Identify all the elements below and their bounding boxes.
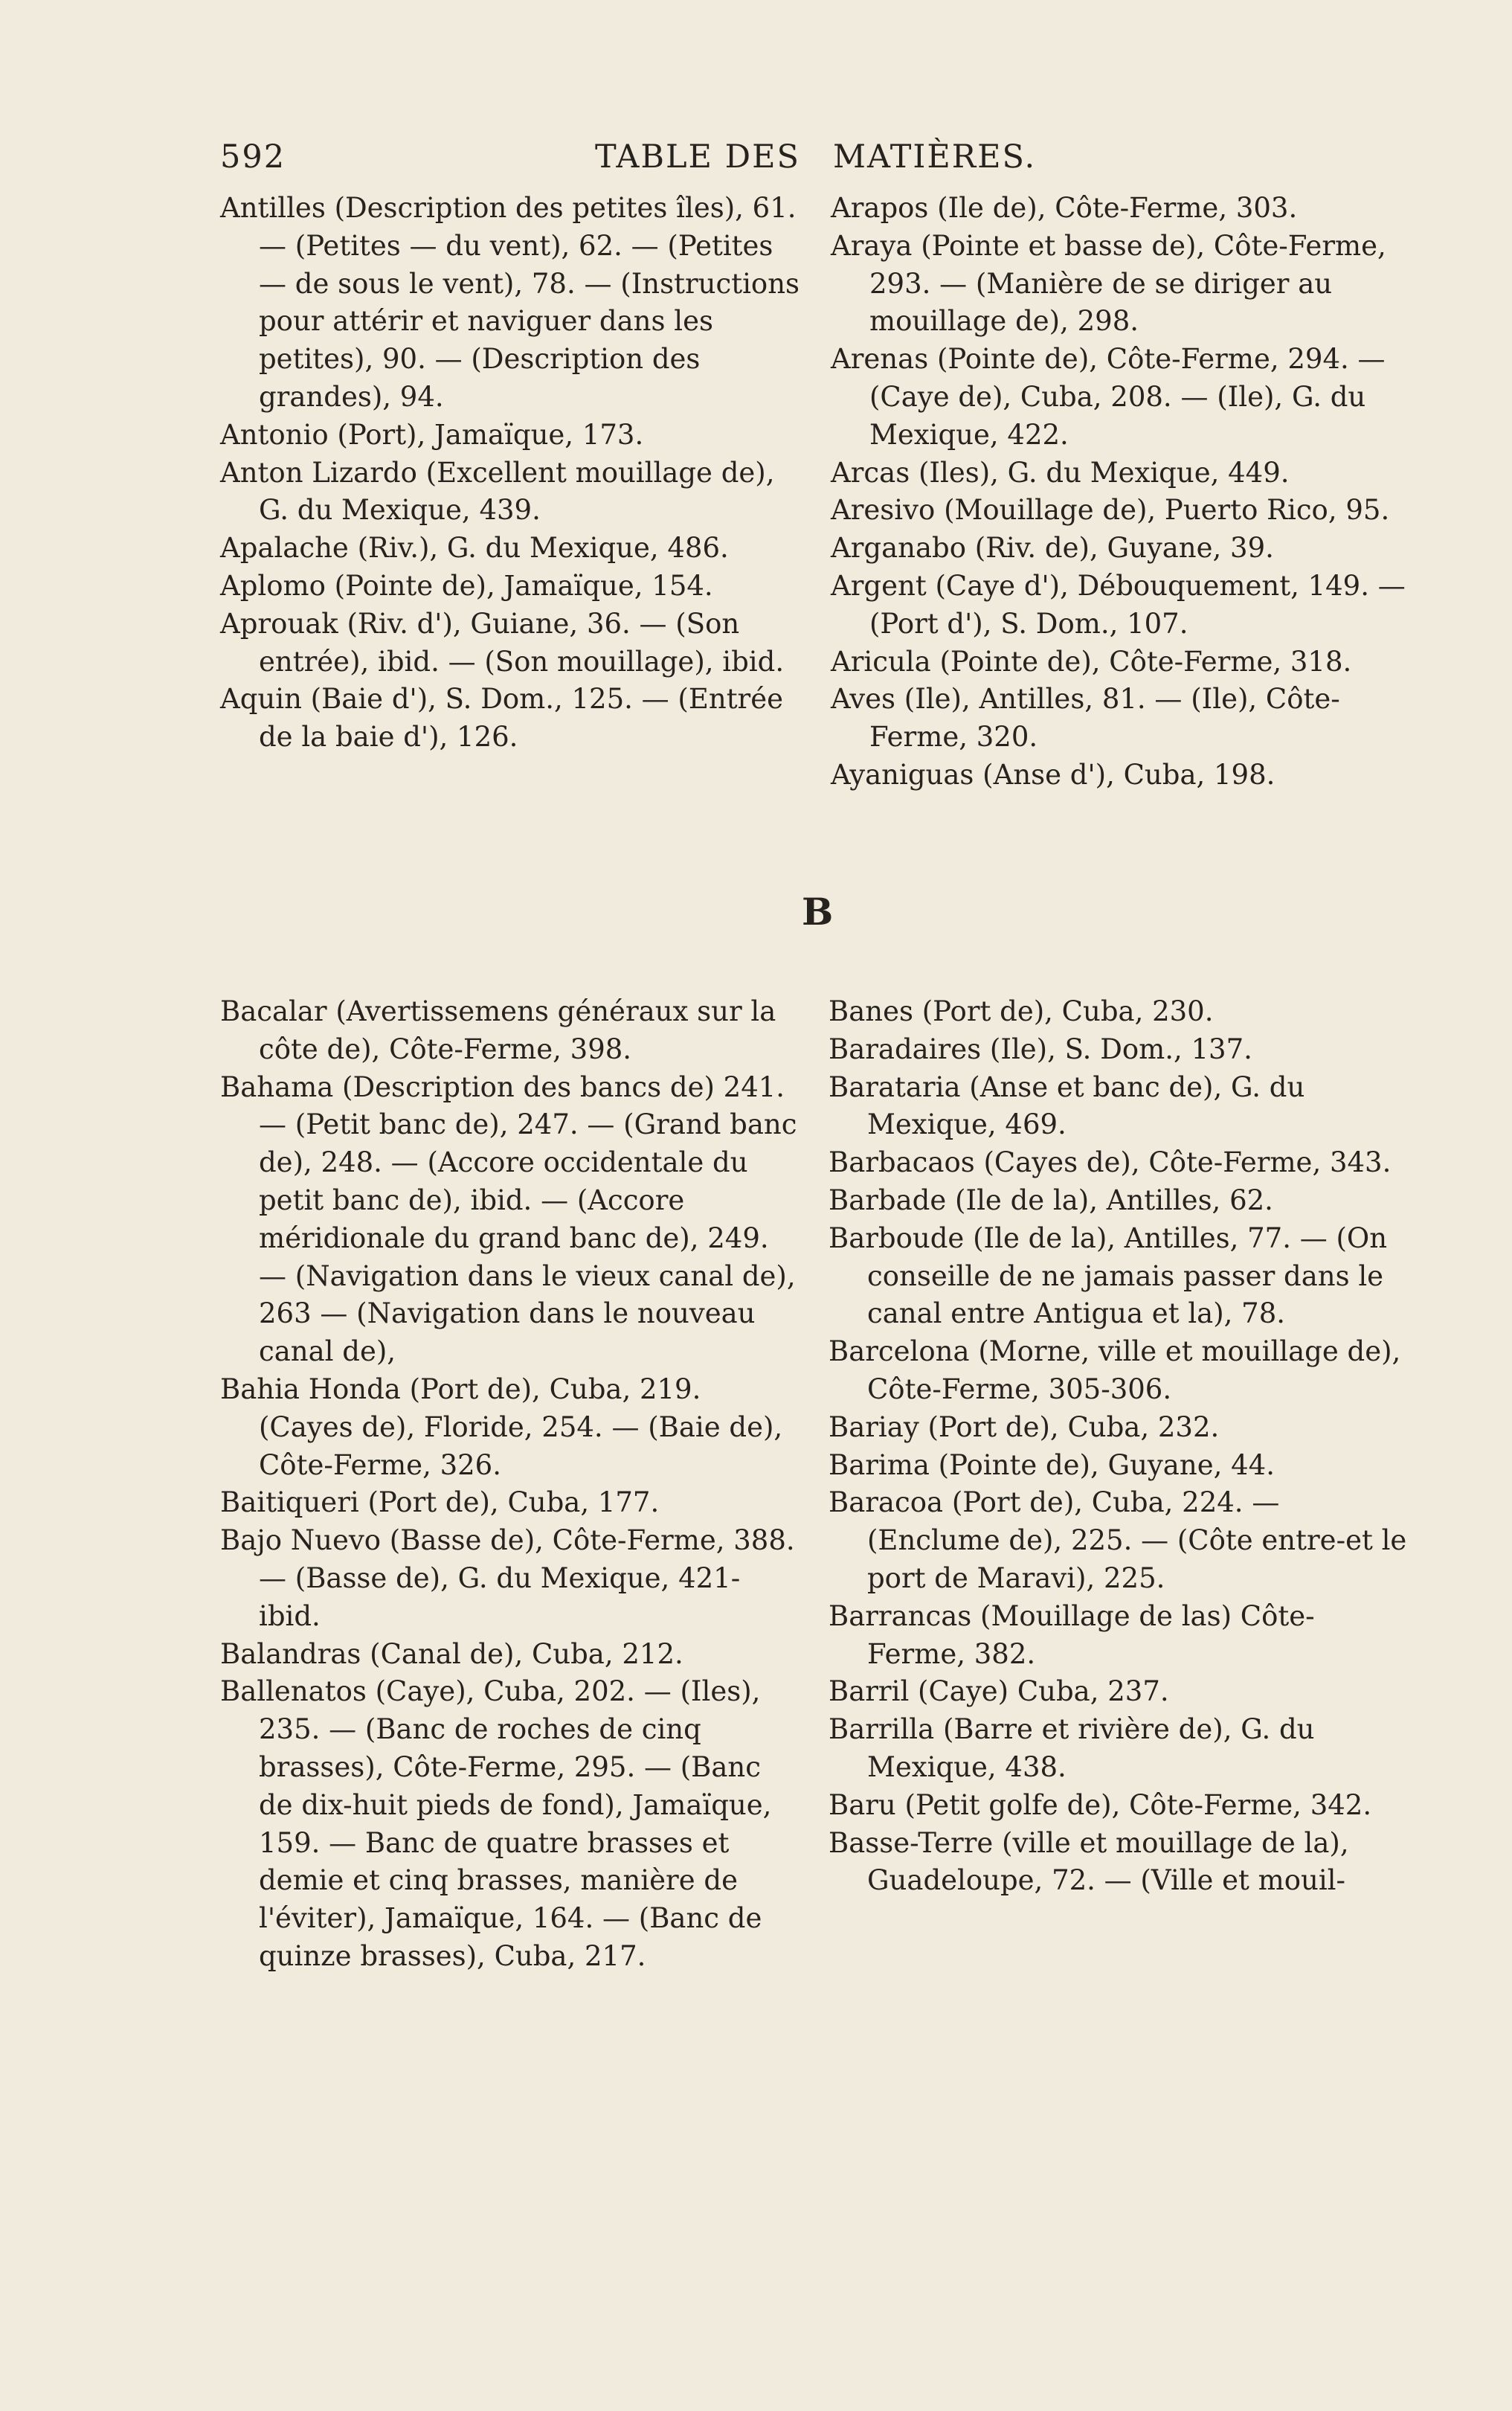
- index-entry: Bacalar (Avertissemens généraux sur la côte de), Côte-Ferme, 398.: [220, 995, 776, 1065]
- section-b-left-column: [220, 993, 800, 1976]
- index-entry: Barrancas (Mouillage de las) Côte-Ferme, 382.: [829, 1599, 1315, 1670]
- index-entry: Bariay (Port de), Cuba, 232.: [829, 1410, 1220, 1443]
- index-entry: Anton Lizardo (Excellent mouillage de), G. du Mexique, 439.: [220, 456, 775, 527]
- index-entry: Aves (Ile), Antilles, 81. — (Ile), Côte-Ferme, 320.: [831, 683, 1340, 754]
- index-entry: Aplomo (Pointe de), Jamaïque, 154.: [220, 569, 713, 602]
- index-entry: Basse-Terre (ville et mouillage de la), Guadeloupe, 72. — (Ville et mouil-: [829, 1826, 1349, 1897]
- section-b-right-column: [829, 993, 1409, 1900]
- index-entry: Aquin (Baie d'), S. Dom., 125. — (Entrée de la baie d'), 126.: [220, 683, 784, 754]
- index-entry: Barrilla (Barre et rivière de), G. du Mexique, 438.: [829, 1713, 1315, 1783]
- running-head: [216, 138, 1316, 183]
- index-entry: Barima (Pointe de), Guyane, 44.: [829, 1448, 1275, 1481]
- index-entry: Arenas (Pointe de), Côte-Ferme, 294. — (Caye de), Cuba, 208. — (Ile), G. du Mexique, 422.: [831, 343, 1386, 451]
- index-entry: Baru (Petit golfe de), Côte-Ferme, 342.: [829, 1788, 1372, 1821]
- index-entry: Bahia Honda (Port de), Cuba, 219. (Cayes de), Floride, 254. — (Baie de), Côte-Ferme, 326.: [220, 1373, 783, 1481]
- index-entry: Barbade (Ile de la), Antilles, 62.: [829, 1184, 1273, 1216]
- header-title-left: TABLE DES: [595, 138, 800, 176]
- index-entry: Baradaires (Ile), S. Dom., 137.: [829, 1033, 1252, 1065]
- section-a-right-column: [831, 190, 1411, 794]
- index-entry: Barataria (Anse et banc de), G. du Mexique, 469.: [829, 1070, 1305, 1141]
- index-entry: Arapos (Ile de), Côte-Ferme, 303.: [831, 192, 1298, 224]
- index-entry: Arganabo (Riv. de), Guyane, 39.: [831, 532, 1274, 565]
- index-entry: Araya (Pointe et basse de), Côte-Ferme, 293. — (Manière de se diriger au mouillage de), 298.: [831, 229, 1386, 338]
- index-entry: Baitiqueri (Port de), Cuba, 177.: [220, 1486, 660, 1519]
- index-entry: Ballenatos (Caye), Cuba, 202. — (Iles), 235. — (Banc de roches de cinq brasses), Côte-Ferme, 295. — (Banc de dix-huit pieds de fond), Jamaïque, 159. — Banc de quatre brasses et demie et cinq brasses, manière de l'éviter), Jamaïque, 164. — (Banc de quinze brasses), Cuba, 217.: [220, 1675, 772, 1972]
- index-entry: Argent (Caye d'), Débouquement, 149. — (Port d'), S. Dom., 107.: [831, 569, 1406, 640]
- index-entry: Antilles (Description des petites îles), 61. — (Petites — du vent), 62. — (Petites — de sous le vent), 78. — (Instructions pour attérir et naviguer dans les petites), 90. — (Description des grandes), 94.: [220, 192, 800, 413]
- index-entry: Banes (Port de), Cuba, 230.: [829, 995, 1214, 1027]
- index-entry: Ayaniguas (Anse d'), Cuba, 198.: [831, 758, 1275, 791]
- index-entry: Baracoa (Port de), Cuba, 224. — (Enclume de), 225. — (Côte entre-et le port de Maravi), 225.: [829, 1486, 1407, 1594]
- section-letter-heading: B: [802, 890, 834, 934]
- index-entry: Bahama (Description des bancs de) 241. — (Petit banc de), 247. — (Grand banc de), 248. — (Accore occidentale du petit banc de), ibid. — (Accore méridionale du grand banc de), 249. — (Navigation dans le vieux canal de), 263 — (Navigation dans le nouveau canal de),: [220, 1070, 797, 1368]
- section-a-left-column: [220, 190, 800, 757]
- page-number: 592: [220, 138, 286, 176]
- index-entry: Barboude (Ile de la), Antilles, 77. — (On conseille de ne jamais passer dans le canal entre Antigua et la), 78.: [829, 1221, 1388, 1330]
- index-entry: Apalache (Riv.), G. du Mexique, 486.: [220, 532, 729, 565]
- index-entry: Aricula (Pointe de), Côte-Ferme, 318.: [831, 645, 1352, 678]
- header-title-right: MATIÈRES.: [833, 138, 1037, 176]
- index-entry: Barril (Caye) Cuba, 237.: [829, 1675, 1169, 1708]
- index-entry: Aprouak (Riv. d'), Guiane, 36. — (Son entrée), ibid. — (Son mouillage), ibid.: [220, 607, 785, 678]
- index-entry: Balandras (Canal de), Cuba, 212.: [220, 1637, 683, 1670]
- index-entry: Barbacaos (Cayes de), Côte-Ferme, 343.: [829, 1146, 1392, 1179]
- index-entry: Bajo Nuevo (Basse de), Côte-Ferme, 388. — (Basse de), G. du Mexique, 421-ibid.: [220, 1524, 795, 1632]
- index-entry: Barcelona (Morne, ville et mouillage de), Côte-Ferme, 305-306.: [829, 1335, 1401, 1405]
- index-entry: Aresivo (Mouillage de), Puerto Rico, 95.: [831, 494, 1390, 527]
- index-entry: Antonio (Port), Jamaïque, 173.: [220, 418, 644, 451]
- index-entry: Arcas (Iles), G. du Mexique, 449.: [831, 456, 1290, 489]
